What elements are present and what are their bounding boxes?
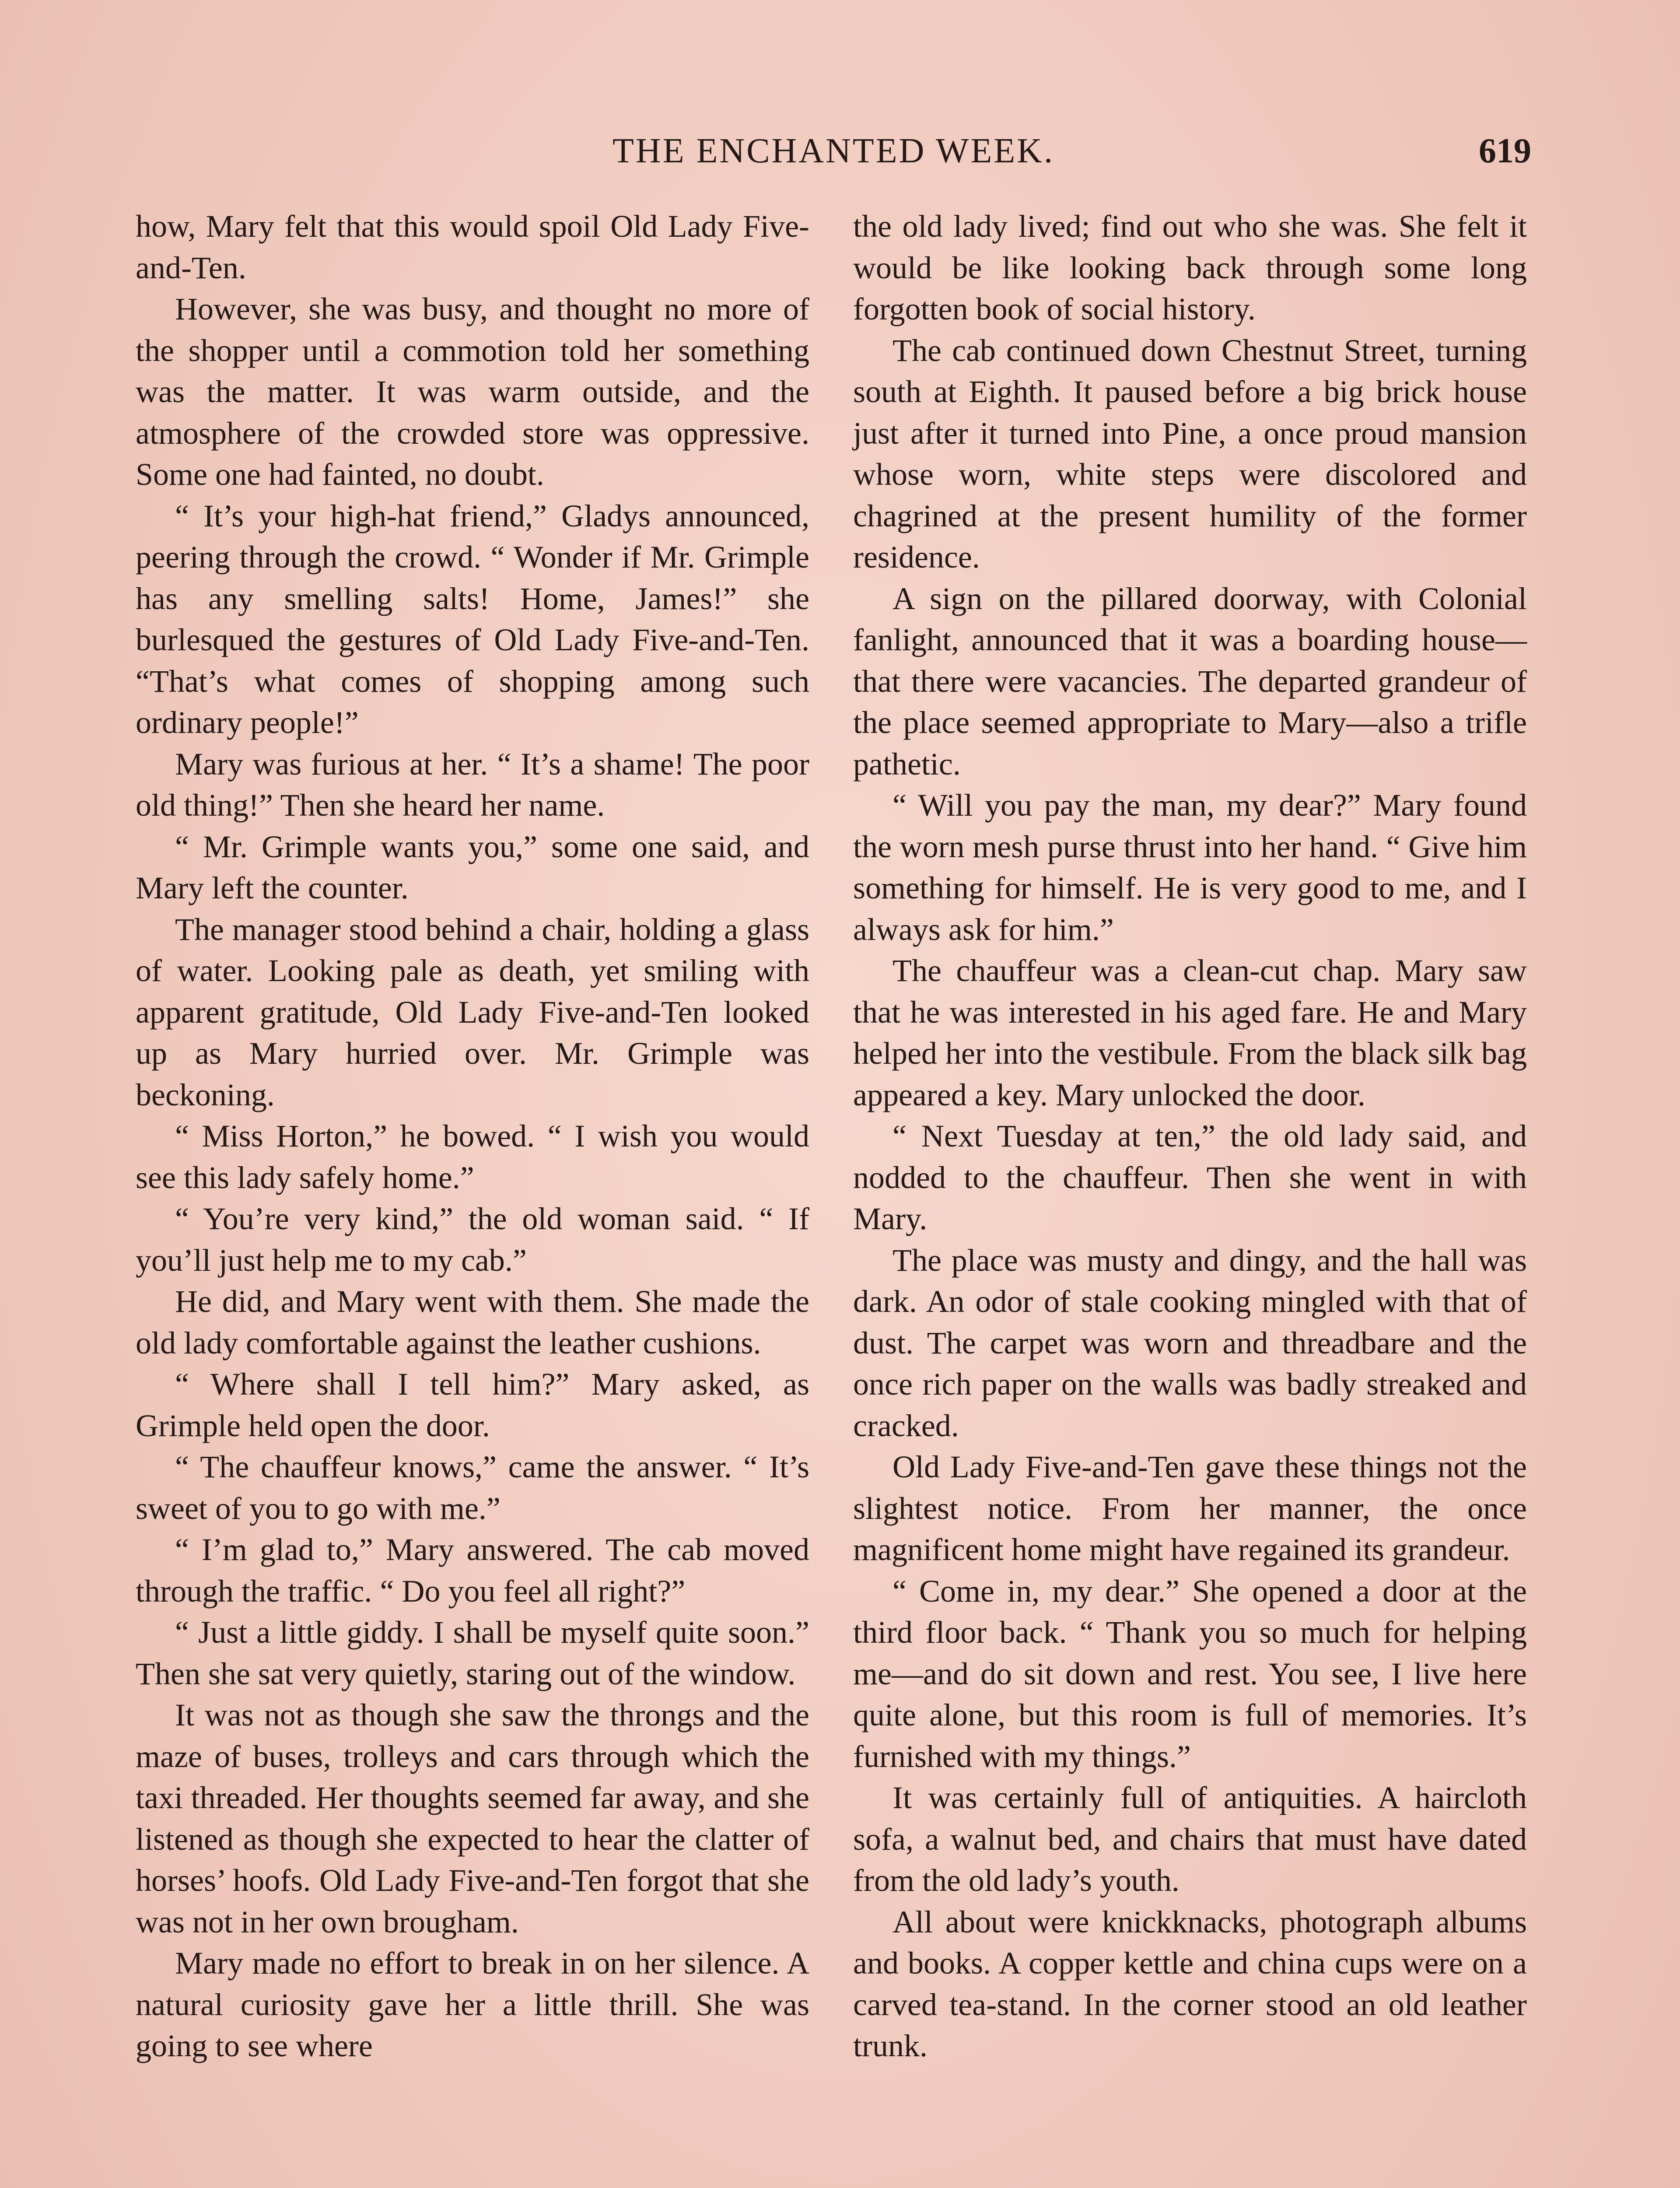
paragraph: “ Mr. Grimple wants you,” some one said, and Mary left the counter. [136, 829, 809, 905]
paragraph: how, Mary felt that this would spoil Old Lady Five-and-Ten. [136, 209, 809, 285]
running-title: THE ENCHANTED WEEK. [612, 132, 1054, 170]
paragraph: He did, and Mary went with them. She made the old lady comfortable against the leather cushions. [136, 1284, 809, 1360]
paragraph: “ Where shall I tell him?” Mary asked, as Grimple held open the door. [136, 1367, 809, 1443]
paragraph: “ It’s your high-hat friend,” Gladys announced, peering through the crowd. “ Wonder if Mr. Grimple has any smelling salts! Home, James!” she burlesqued the gestures of Old Lady Five-and-Ten. “That’s what comes of shopping among such ordinary people!” [136, 498, 809, 740]
paragraph: Old Lady Five-and-Ten gave these things not the slightest notice. From her manner, the once magnificent home might have regained its grandeur. [853, 1449, 1527, 1567]
paragraph: “ Come in, my dear.” She opened a door at the third floor back. “ Thank you so much for helping me—and do sit down and rest. You see, I live here quite alone, but this room is full of memories. It’s furnished with my things.” [853, 1573, 1527, 1774]
paragraph: “ Just a little giddy. I shall be myself quite soon.” Then she sat very quietly, staring out of the window. [136, 1615, 809, 1691]
paragraph: The cab continued down Chestnut Street, turning south at Eighth. It paused before a big brick house just after it turned into Pine, a once proud mansion whose worn, white steps were discolored and chagrined at the present humility of the former residence. [853, 333, 1527, 575]
right-column [853, 206, 1527, 2067]
paragraph: Mary made no effort to break in on her silence. A natural curiosity gave her a little thrill. She was going to see where [136, 1946, 809, 2063]
paragraph: All about were knickknacks, photograph albums and books. A copper kettle and china cups were on a carved tea-stand. In the corner stood an old leather trunk. [853, 1904, 1527, 2063]
left-column [136, 206, 809, 2067]
paragraph: “ You’re very kind,” the old woman said. “ If you’ll just help me to my cab.” [136, 1201, 809, 1278]
page-number: 619 [1479, 132, 1531, 170]
paragraph: It was certainly full of antiquities. A haircloth sofa, a walnut bed, and chairs that must have dated from the old lady’s youth. [853, 1780, 1527, 1898]
paragraph: A sign on the pillared doorway, with Colonial fanlight, announced that it was a boarding house—that there were vacancies. The departed grandeur of the place seemed appropriate to Mary—also a trifle pathetic. [853, 581, 1527, 782]
paragraph: The chauffeur was a clean-cut chap. Mary saw that he was interested in his aged fare. He and Mary helped her into the vestibule. From the black silk bag appeared a key. Mary unlocked the door. [853, 953, 1527, 1112]
paragraph: “ I’m glad to,” Mary answered. The cab moved through the traffic. “ Do you feel all right?” [136, 1532, 809, 1609]
paragraph: “ Will you pay the man, my dear?” Mary found the worn mesh purse thrust into her hand. “ Give him something for himself. He is very good to me, and I always ask for him.” [853, 788, 1527, 947]
page-header [136, 131, 1531, 184]
paragraph: “ Next Tuesday at ten,” the old lady said, and nodded to the chauffeur. Then she went in with Mary. [853, 1119, 1527, 1236]
paragraph: “ The chauffeur knows,” came the answer. “ It’s sweet of you to go with me.” [136, 1449, 809, 1526]
paragraph: The place was musty and dingy, and the hall was dark. An odor of stale cooking mingled with that of dust. The carpet was worn and threadbare and the once rich paper on the walls was badly streaked and cracked. [853, 1242, 1527, 1443]
paragraph: It was not as though she saw the throngs and the maze of buses, trolleys and cars through which the taxi threaded. Her thoughts seemed far away, and she listened as though she expected to hear the clatter of horses’ hoofs. Old Lady Five-and-Ten forgot that she was not in her own brougham. [136, 1697, 809, 1939]
paragraph: Mary was furious at her. “ It’s a shame! The poor old thing!” Then she heard her name. [136, 746, 809, 823]
paragraph: The manager stood behind a chair, holding a glass of water. Looking pale as death, yet smiling with apparent gratitude, Old Lady Five-and-Ten looked up as Mary hurried over. Mr. Grimple was beckoning. [136, 912, 809, 1112]
paragraph: “ Miss Horton,” he bowed. “ I wish you would see this lady safely home.” [136, 1119, 809, 1195]
paragraph: the old lady lived; find out who she was. She felt it would be like looking back through some long forgotten book of social history. [853, 209, 1527, 326]
paragraph: However, she was busy, and thought no more of the shopper until a commotion told her something was the matter. It was warm outside, and the atmosphere of the crowded store was oppressive. Some one had fainted, no doubt. [136, 291, 809, 492]
